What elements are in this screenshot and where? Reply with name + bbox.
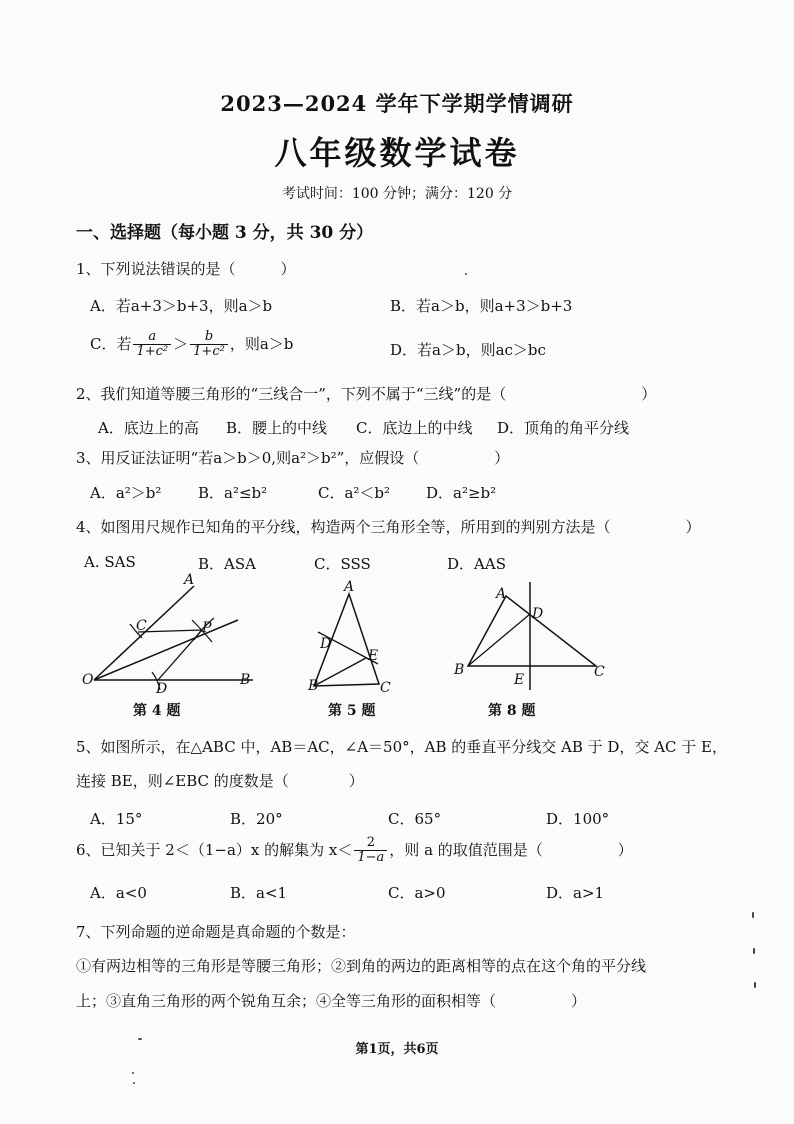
scan-speck [754,982,756,988]
exam-title-line2: 八年级数学试卷 [274,134,520,172]
question-2-option-c: C．底边上的中线 [356,419,473,437]
fraction-denominator: 1+c² [136,344,169,360]
question-5-option-d: D．100° [546,810,610,828]
question-4-option-d: D．AAS [447,555,506,573]
fig5-label-b: B [308,678,319,694]
fraction-b-over-1-plus-c2 [190,330,228,360]
question-3-stem: 3、用反证法证明“若a＞b＞0,则a²＞b²”，应假设（ ） [76,449,510,467]
fig8-label-c: C [594,664,605,680]
question-6-option-c: C．a>0 [388,884,446,902]
question-5-option-c: C．65° [388,810,442,828]
question-4-option-c: C．SSS [314,555,371,573]
question-1-option-c-prefix: C．若 [90,334,132,353]
fig5-label-c: C [380,680,391,696]
question-2-option-a: A．底边上的高 [98,419,199,437]
question-5-line1: 5、如图所示，在△ABC 中，AB＝AC，∠A＝50°，AB 的垂直平分线交 AB 于 D，交 AC 于 E， [76,738,727,756]
scan-speck [138,1038,142,1040]
fraction-numerator: a [133,330,171,345]
fraction-denominator: 1+c² [193,344,225,360]
question-6-option-a: A．a<0 [90,884,147,902]
question-6-stem [76,836,633,866]
fig4-label-p: P [202,620,212,636]
section-heading: 一、选择题（每小题 3 分，共 30 分） [76,223,374,243]
fraction-numerator: 2 [354,836,387,851]
question-4-option-a: A. SAS [84,553,136,571]
question-1-stem: 1、下列说法错误的是（ ） [76,260,296,278]
figure-4-caption: 第 4 题 [133,703,181,719]
exam-info: 考试时间：100 分钟；满分：120 分 [281,186,513,202]
segment-be [314,658,366,686]
question-6-stem-prefix: 6、已知关于 2＜（1−a）x 的解集为 x＜ [76,840,353,859]
scan-speck [132,1072,134,1074]
fraction-numerator: b [190,330,228,345]
question-3-option-a: A．a²＞b² [90,484,162,502]
question-1-option-b: B．若a＞b，则a+3＞b+3 [390,297,573,315]
question-7-line3: 上；③直角三角形的两个锐角互余；④全等三角形的面积相等（ ） [76,992,587,1010]
page-footer: 第1页，共6页 [355,1042,439,1057]
question-7-stem: 7、下列命题的逆命题是真命题的个数是： [76,923,356,941]
question-3-option-d: D．a²≥b² [426,484,497,502]
fig8-label-a: A [496,586,507,602]
question-7-line2: ①有两边相等的三角形是等腰三角形；②到角的两边的距离相等的点在这个角的平分线 [76,957,647,975]
question-2-option-d: D．顶角的角平分线 [497,419,630,437]
greater-than-sign: ＞ [173,334,189,353]
question-1-option-c-suffix: ，则a＞b [229,334,294,353]
segment-bd [468,614,530,666]
question-6-stem-suffix: ，则 a 的取值范围是（ ） [389,840,633,859]
figure-8-triangle [450,580,620,695]
question-3-option-b: B．a²≤b² [198,484,268,502]
fig8-label-d: D [532,606,544,622]
fig4-label-o: O [82,672,94,688]
fraction-2-over-1-minus-a [354,836,387,866]
question-4-stem: 4、如图用尺规作已知角的平分线，构造两个三角形全等，所用到的判别方法是（ ） [76,518,701,536]
exam-title-line1: 2023—2024 学年下学期学情调研 [220,91,574,116]
fraction-denominator: 1−a [357,850,385,866]
question-1-option-d: D．若a＞b，则ac＞bc [390,341,546,359]
question-2-option-b: B．腰上的中线 [226,419,328,437]
fig8-label-b: B [454,662,465,678]
figure-4-angle-bisector [78,572,278,697]
scan-speck [753,948,755,954]
fraction-a-over-1-plus-c2 [133,330,171,360]
question-3-option-c: C．a²＜b² [318,484,391,502]
scan-speck [133,1082,135,1084]
fig4-label-b: B [240,672,251,688]
question-5-option-a: A．15° [90,810,143,828]
figure-5-caption: 第 5 题 [328,703,376,719]
fig4-label-a: A [184,572,195,588]
fig5-label-d: D [320,636,332,652]
question-2-stem: 2、我们知道等腰三角形的“三线合一”，下列不属于“三线”的是（ ） [76,385,657,403]
fig8-label-e: E [514,672,525,688]
figure-5-triangle [300,576,400,696]
scan-speck [465,273,467,275]
scan-speck [752,912,754,918]
fig5-label-a: A [344,579,355,595]
question-6-option-d: D．a>1 [546,884,605,902]
figure-8-caption: 第 8 题 [488,703,536,719]
question-4-option-b: B．ASA [198,555,256,573]
fig4-label-c: C [136,618,147,634]
fig4-label-d: D [156,681,168,697]
question-6-option-b: B．a<1 [230,884,288,902]
question-5-option-b: B．20° [230,810,283,828]
question-5-line2: 连接 BE，则∠EBC 的度数是（ ） [76,772,364,790]
fig5-label-e: E [368,648,379,664]
question-1-option-a: A．若a+3＞b+3，则a＞b [90,297,273,315]
question-1-option-c [90,330,293,360]
